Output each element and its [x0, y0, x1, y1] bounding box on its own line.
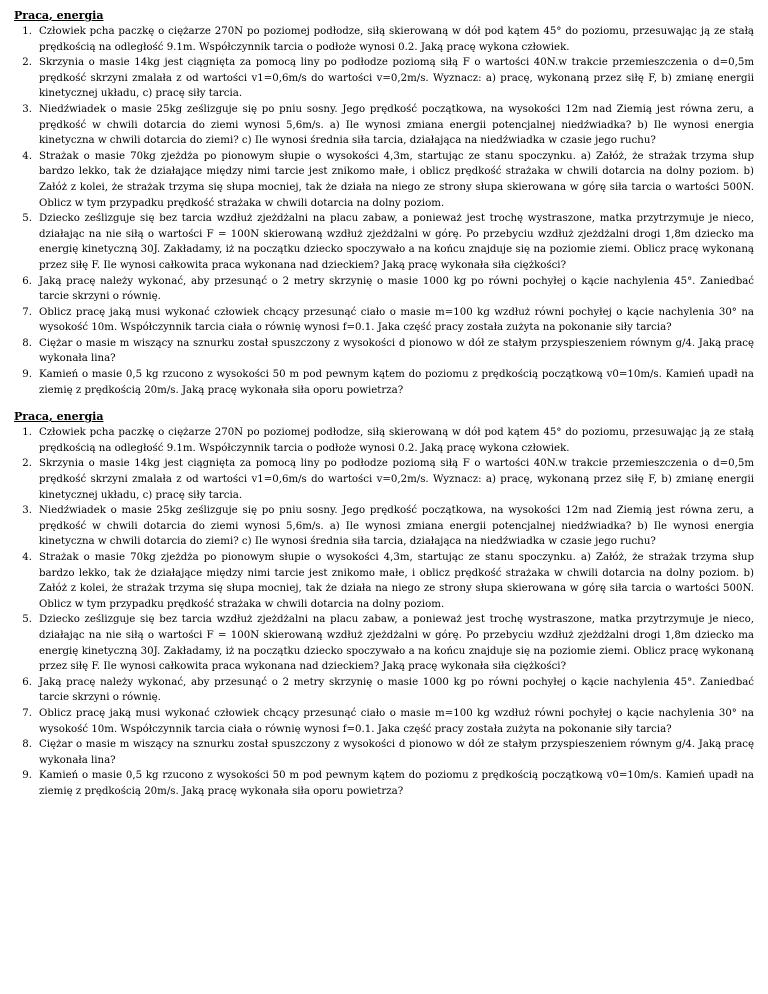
- document-page: [14, 8, 754, 811]
- problem-number: 3.: [22, 505, 32, 517]
- problem-text: Jaką pracę należy wykonać, aby przesunąć o 2 metry skrzynię o masie 1000 kg po równi pochyłej o kącie nachylenia 45°. Zaniedbać tarcie skrzyni o równię.: [39, 275, 754, 303]
- problem-text: Oblicz pracę jaką musi wykonać człowiek chcący przesunąć ciało o masie m=100 kg wzdłuż równi pochyłej o kącie nachylenia 30° na wysokość 10m. Współczynnik tarcia ciała o równię wynosi f=0.1. Jaka część pracy została zużyta na pokonanie siły tarcia?: [39, 707, 754, 735]
- problem-text: Strażak o masie 70kg zjeżdża po pionowym słupie o wysokości 4,3m, startując ze stanu spoczynku. a) Załóż, że strażak trzyma słup bardzo lekko, tak że działające między nimi tarcie jest znikomo małe, i oblicz prędkość strażaka w chwili dotarcia na dolny poziom. b) Załóż z kolei, że strażak trzyma się słupa mocniej, tak że działa na niego ze strony słupa skierowana w górę siła tarcia o wartości 500N. Oblicz w tym przypadku prędkość strażaka w chwili dotarcia na dolny poziom.: [39, 552, 754, 610]
- section-title: Praca, energia: [14, 410, 104, 424]
- problem-item: [14, 768, 754, 799]
- problem-number: 5.: [22, 213, 32, 225]
- problem-list: [14, 24, 754, 398]
- problem-number: 8.: [22, 739, 32, 751]
- problem-text: Ciężar o masie m wiszący na sznurku został spuszczony z wysokości d pionowo w dół ze stałym przyspieszeniem równym g/4. Jaką pracę wykonała lina?: [39, 739, 754, 766]
- problem-item: [14, 675, 754, 706]
- problem-item: [14, 550, 754, 612]
- problem-item: [14, 456, 754, 503]
- problem-item: [14, 503, 754, 550]
- problem-item: [14, 55, 754, 102]
- problem-number: 9.: [22, 770, 32, 782]
- problem-item: [14, 612, 754, 674]
- problem-text: Skrzynia o masie 14kg jest ciągnięta za pomocą liny po podłodze poziomą siłą F o wartości 40N.w trakcie przemieszczenia o d=0,5m prędkość skrzyni zmalała z od wartości v1=0,6m/s do wartości v=0,2m/s. Wyznacz: a) pracę, wykonaną przez siłę F, b) zmianę energii kinetycznej układu, c) pracę siły tarcia.: [39, 57, 754, 100]
- problem-item: [14, 737, 754, 768]
- problem-text: Jaką pracę należy wykonać, aby przesunąć o 2 metry skrzynię o masie 1000 kg po równi pochyłej o kącie nachylenia 45°. Zaniedbać tarcie skrzyni o równię.: [39, 676, 754, 704]
- problem-number: 9.: [22, 369, 32, 381]
- problem-text: Kamień o masie 0,5 kg rzucono z wysokości 50 m pod pewnym kątem do poziomu z prędkością początkową v0=10m/s. Kamień upadł na ziemię z prędkością 20m/s. Jaką pracę wykonała siła oporu powietrza?: [39, 369, 754, 396]
- problem-list: [14, 425, 754, 799]
- problem-number: 1.: [22, 26, 32, 37]
- problem-text: Człowiek pcha paczkę o ciężarze 270N po poziomej podłodze, siłą skierowaną w dół pod kątem 45° do poziomu, przesuwając ją ze stałą prędkością na odległość 9.1m. Współczynnik tarcia o podłoże wynosi 0.2. Jaką pracę wykona człowiek.: [39, 427, 754, 454]
- section-title: Praca, energia: [14, 9, 104, 22]
- problem-item: [14, 274, 754, 305]
- problem-item: [14, 24, 754, 55]
- problem-number: 2.: [22, 57, 32, 69]
- problem-number: 6.: [22, 275, 32, 287]
- problem-text: Strażak o masie 70kg zjeżdża po pionowym słupie o wysokości 4,3m, startując ze stanu spoczynku. a) Załóż, że strażak trzyma słup bardzo lekko, tak że działające między nimi tarcie jest znikomo małe, i oblicz prędkość strażaka w chwili dotarcia na dolny poziom. b) Załóż z kolei, że strażak trzyma się słupa mocniej, tak że działa na niego ze strony słupa skierowana w górę siła tarcia o wartości 500N. Oblicz w tym przypadku prędkość strażaka w chwili dotarcia na dolny poziom.: [39, 150, 754, 209]
- problem-section-2: [14, 409, 754, 799]
- problem-text: Oblicz pracę jaką musi wykonać człowiek chcący przesunąć ciało o masie m=100 kg wzdłuż równi pochyłej o kącie nachylenia 30° na wysokość 10m. Współczynnik tarcia ciała o równię wynosi f=0.1. Jaka część pracy została zużyta na pokonanie siły tarcia?: [39, 306, 754, 334]
- problem-number: 3.: [22, 103, 32, 115]
- problem-item: [14, 336, 754, 367]
- problem-number: 4.: [22, 552, 32, 563]
- problem-number: 4.: [22, 150, 32, 162]
- problem-number: 2.: [22, 458, 32, 470]
- problem-number: 7.: [22, 306, 32, 318]
- problem-item: [14, 425, 754, 456]
- problem-number: 5.: [22, 614, 32, 626]
- problem-text: Skrzynia o masie 14kg jest ciągnięta za pomocą liny po podłodze poziomą siłą F o wartości 40N.w trakcie przemieszczenia o d=0,5m prędkość skrzyni zmalała z od wartości v1=0,6m/s do wartości v=0,2m/s. Wyznacz: a) pracę, wykonaną przez siłę F, b) zmianę energii kinetycznej układu, c) pracę siły tarcia.: [39, 458, 754, 501]
- problem-text: Niedźwiadek o masie 25kg ześlizguje się po pniu sosny. Jego prędkość początkowa, na wysokości 12m nad Ziemią jest równa zeru, a prędkość w chwili dotarcia do ziemi wynosi 5,6m/s. a) Ile wynosi zmiana energii potencjalnej niedźwiadka? b) Ile wynosi energia kinetyczna w chwili dotarcia do ziemi? c) Ile wynosi średnia siła tarcia, działająca na niedźwiadka w czasie jego ruchu?: [39, 505, 754, 548]
- problem-item: [14, 211, 754, 273]
- problem-number: 7.: [22, 707, 32, 719]
- problem-item: [14, 305, 754, 336]
- problem-item: [14, 706, 754, 737]
- problem-number: 8.: [22, 337, 32, 349]
- problem-text: Dziecko ześlizguje się bez tarcia wzdłuż zjeżdżalni na placu zabaw, a ponieważ jest trochę wystraszone, matka przytrzymuje je nieco, działając na nie siłą o wartości F = 100N skierowaną wzdłuż zjeżdżalni w górę. Po przebyciu wzdłuż zjeżdżalni drogi 1,8m dziecko ma energię kinetyczną 30J. Zakładamy, iż na początku dziecko spoczywało a na końcu znajduje się na poziomie ziemi. Oblicz pracę wykonaną przez siłę F. Ile wynosi całkowita praca wykonana nad dzieckiem? Jaką pracę wykonała siła ciężkości?: [39, 614, 754, 673]
- problem-item: [14, 367, 754, 398]
- problem-text: Niedźwiadek o masie 25kg ześlizguje się po pniu sosny. Jego prędkość początkowa, na wysokości 12m nad Ziemią jest równa zeru, a prędkość w chwili dotarcia do ziemi wynosi 5,6m/s. a) Ile wynosi zmiana energii potencjalnej niedźwiadka? b) Ile wynosi energia kinetyczna w chwili dotarcia do ziemi? c) Ile wynosi średnia siła tarcia, działająca na niedźwiadka w czasie jego ruchu?: [39, 103, 754, 147]
- problem-number: 6.: [22, 676, 32, 688]
- problem-item: [14, 102, 754, 149]
- problem-text: Dziecko ześlizguje się bez tarcia wzdłuż zjeżdżalni na placu zabaw, a ponieważ jest trochę wystraszone, matka przytrzymuje je nieco, działając na nie siłą o wartości F = 100N skierowaną wzdłuż zjeżdżalni w górę. Po przebyciu wzdłuż zjeżdżalni drogi 1,8m dziecko ma energię kinetyczną 30J. Zakładamy, iż na początku dziecko spoczywało a na końcu znajduje się na poziomie ziemi. Oblicz pracę wykonaną przez siłę F. Ile wynosi całkowita praca wykonana nad dzieckiem? Jaką pracę wykonała siła ciężkości?: [39, 213, 754, 271]
- problem-text: Ciężar o masie m wiszący na sznurku został spuszczony z wysokości d pionowo w dół ze stałym przyspieszeniem równym g/4. Jaką pracę wykonała lina?: [39, 337, 754, 365]
- problem-number: 1.: [22, 427, 32, 439]
- problem-item: [14, 149, 754, 211]
- problem-text: Człowiek pcha paczkę o ciężarze 270N po poziomej podłodze, siłą skierowaną w dół pod kątem 45° do poziomu, przesuwając ją ze stałą prędkością na odległość 9.1m. Współczynnik tarcia o podłoże wynosi 0.2. Jaką pracę wykona człowiek.: [39, 26, 754, 53]
- problem-text: Kamień o masie 0,5 kg rzucono z wysokości 50 m pod pewnym kątem do poziomu z prędkością początkową v0=10m/s. Kamień upadł na ziemię z prędkością 20m/s. Jaką pracę wykonała siła oporu powietrza?: [39, 770, 754, 797]
- problem-section-1: [14, 8, 754, 398]
